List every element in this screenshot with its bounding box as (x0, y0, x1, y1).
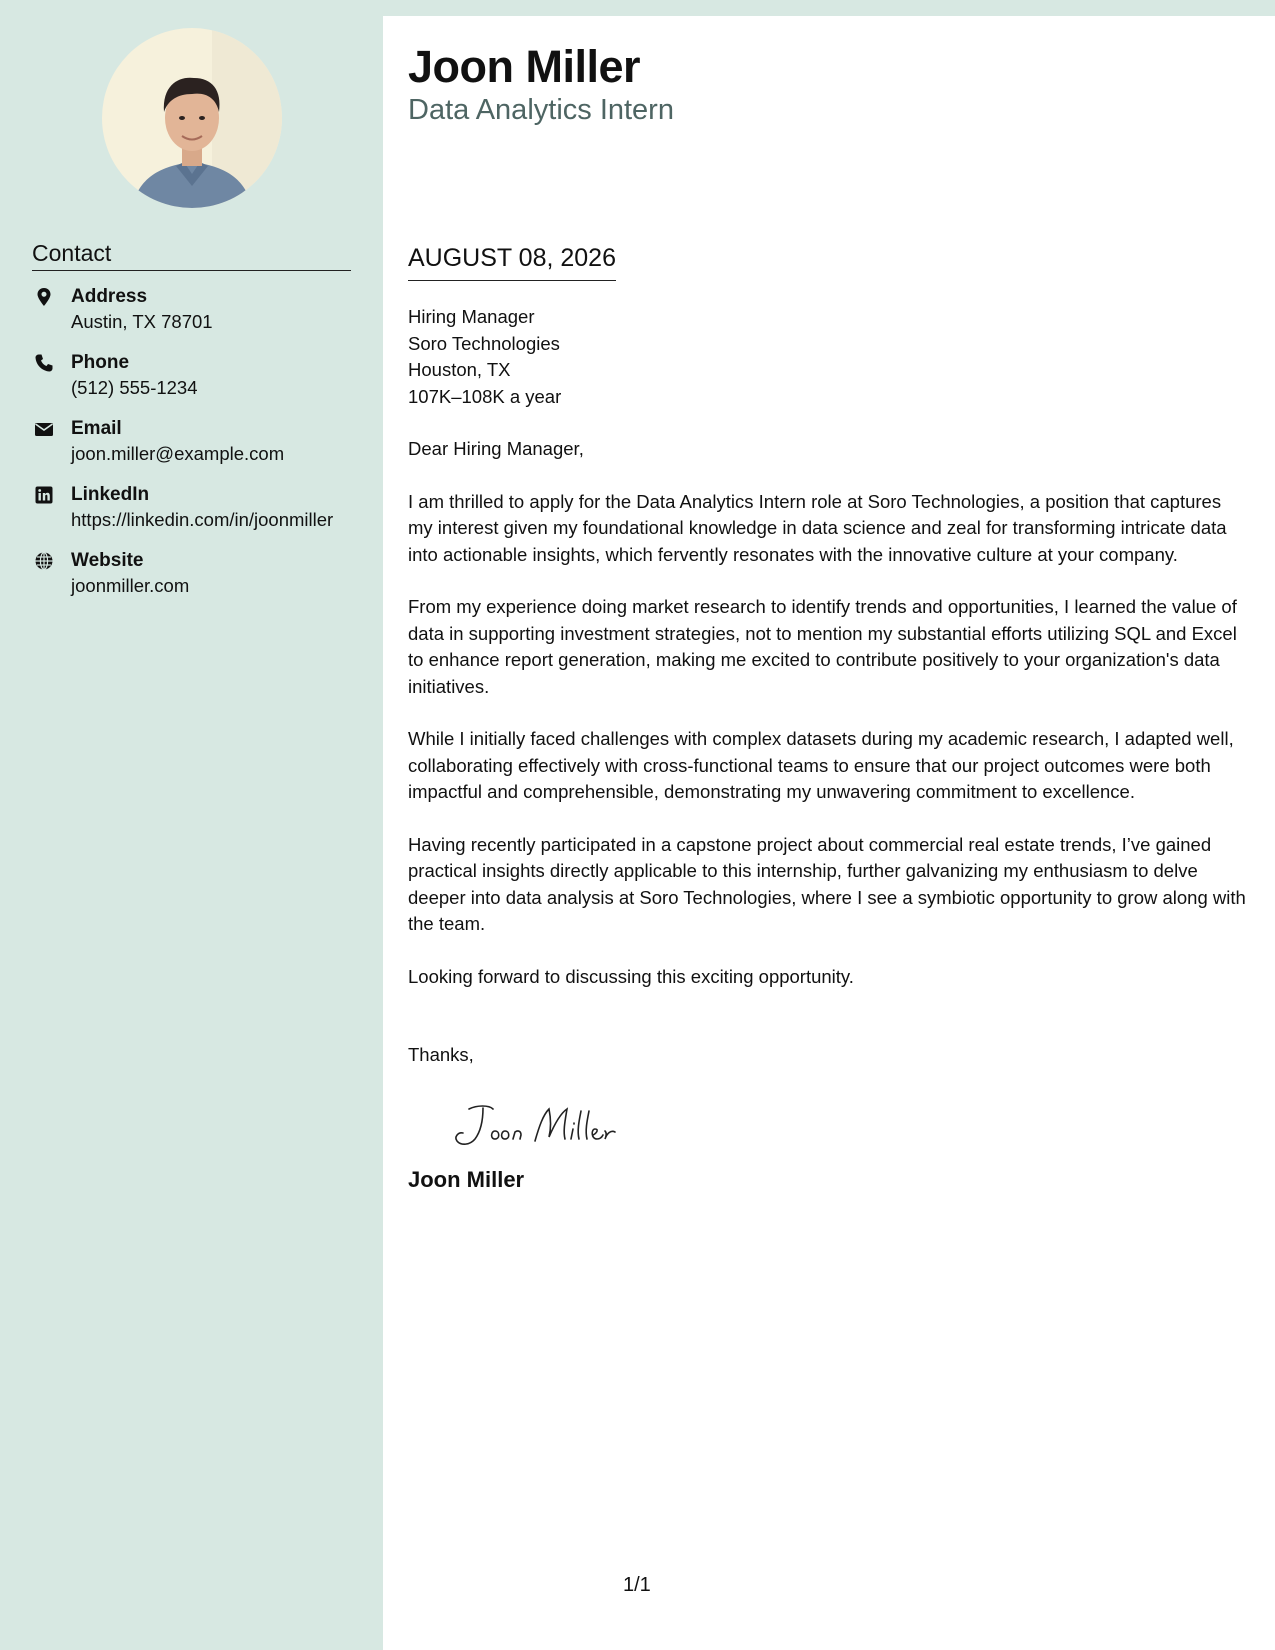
letter-paragraph: Having recently participated in a capstone project about commercial real estate trends, I’ve gained practical insights directly applicable to this internship, further galvanizing my enthusiasm to delve deeper into data analysis at Soro Technologies, where I see a symbiotic opportunity to grow along with the team. (408, 833, 1246, 934)
contact-label: Email (71, 418, 122, 439)
job-title: Data Analytics Intern (408, 94, 674, 126)
globe-icon (34, 551, 54, 571)
sidebar (0, 0, 383, 1650)
closing: Thanks, (408, 1044, 474, 1065)
contact-heading: Contact (32, 238, 351, 271)
recipient-line: 107K–108K a year (408, 385, 562, 407)
envelope-icon (34, 419, 54, 439)
recipient-line: Hiring Manager (408, 306, 535, 327)
contact-label: Phone (71, 352, 130, 373)
letter-paragraph: Looking forward to discussing this exciting opportunity. (408, 965, 854, 987)
avatar (102, 28, 282, 208)
recipient-block (408, 304, 1250, 410)
contact-value[interactable]: joonmiller.com (71, 575, 190, 596)
contact-value: joon.miller@example.com (71, 443, 285, 464)
recipient-line: Houston, TX (408, 359, 511, 380)
profile-photo (102, 28, 282, 208)
letter-page (383, 16, 1275, 1650)
contact-item-website (32, 548, 352, 598)
contact-value: Austin, TX 78701 (71, 311, 213, 332)
salutation: Dear Hiring Manager, (408, 438, 584, 459)
contact-label: Website (71, 550, 144, 571)
letter-paragraph: I am thrilled to apply for the Data Analytics Intern role at Soro Technologies, a position that captures my interest given my foundational knowledge in data science and zeal for transforming intricate data into actionable insights, which fervently resonates with the innovative culture at your company. (408, 490, 1227, 565)
contact-value[interactable]: https://linkedin.com/in/joonmiller (71, 509, 334, 530)
signature (443, 1097, 643, 1157)
candidate-name: Joon Miller (408, 41, 641, 92)
handwritten-signature (443, 1097, 643, 1157)
signed-name: Joon Miller (408, 1166, 525, 1192)
contact-value: (512) 555-1234 (71, 377, 198, 398)
contact-label: Address (71, 286, 148, 307)
recipient-line: Soro Technologies (408, 332, 560, 354)
contact-item-phone (32, 350, 352, 400)
contact-item-linkedin (32, 482, 352, 532)
contact-item-email (32, 416, 352, 466)
contact-item-address (32, 284, 352, 334)
letter-paragraph: From my experience doing market research to identify trends and opportunities, I learned the value of data in supporting investment strategies, not to mention my substantial efforts utilizing SQL and Excel to enhance report generation, making me excited to contribute positively to your organization's data initiatives. (408, 596, 1237, 697)
contact-label: LinkedIn (71, 484, 150, 505)
phone-icon (34, 353, 54, 373)
page-number: 1/1 (623, 1574, 651, 1596)
location-pin-icon (34, 287, 54, 307)
letter-paragraph: While I initially faced challenges with complex datasets during my academic research, I adapted well, collaborating effectively with cross-functional teams to ensure that our project outcomes were both impactful and comprehensible, demonstrating my unwavering commitment to excellence. (408, 728, 1234, 802)
contact-list (32, 284, 352, 614)
linkedin-icon (34, 485, 54, 505)
letter-date: AUGUST 08, 2026 (408, 242, 616, 281)
letter-body (408, 304, 1250, 1195)
